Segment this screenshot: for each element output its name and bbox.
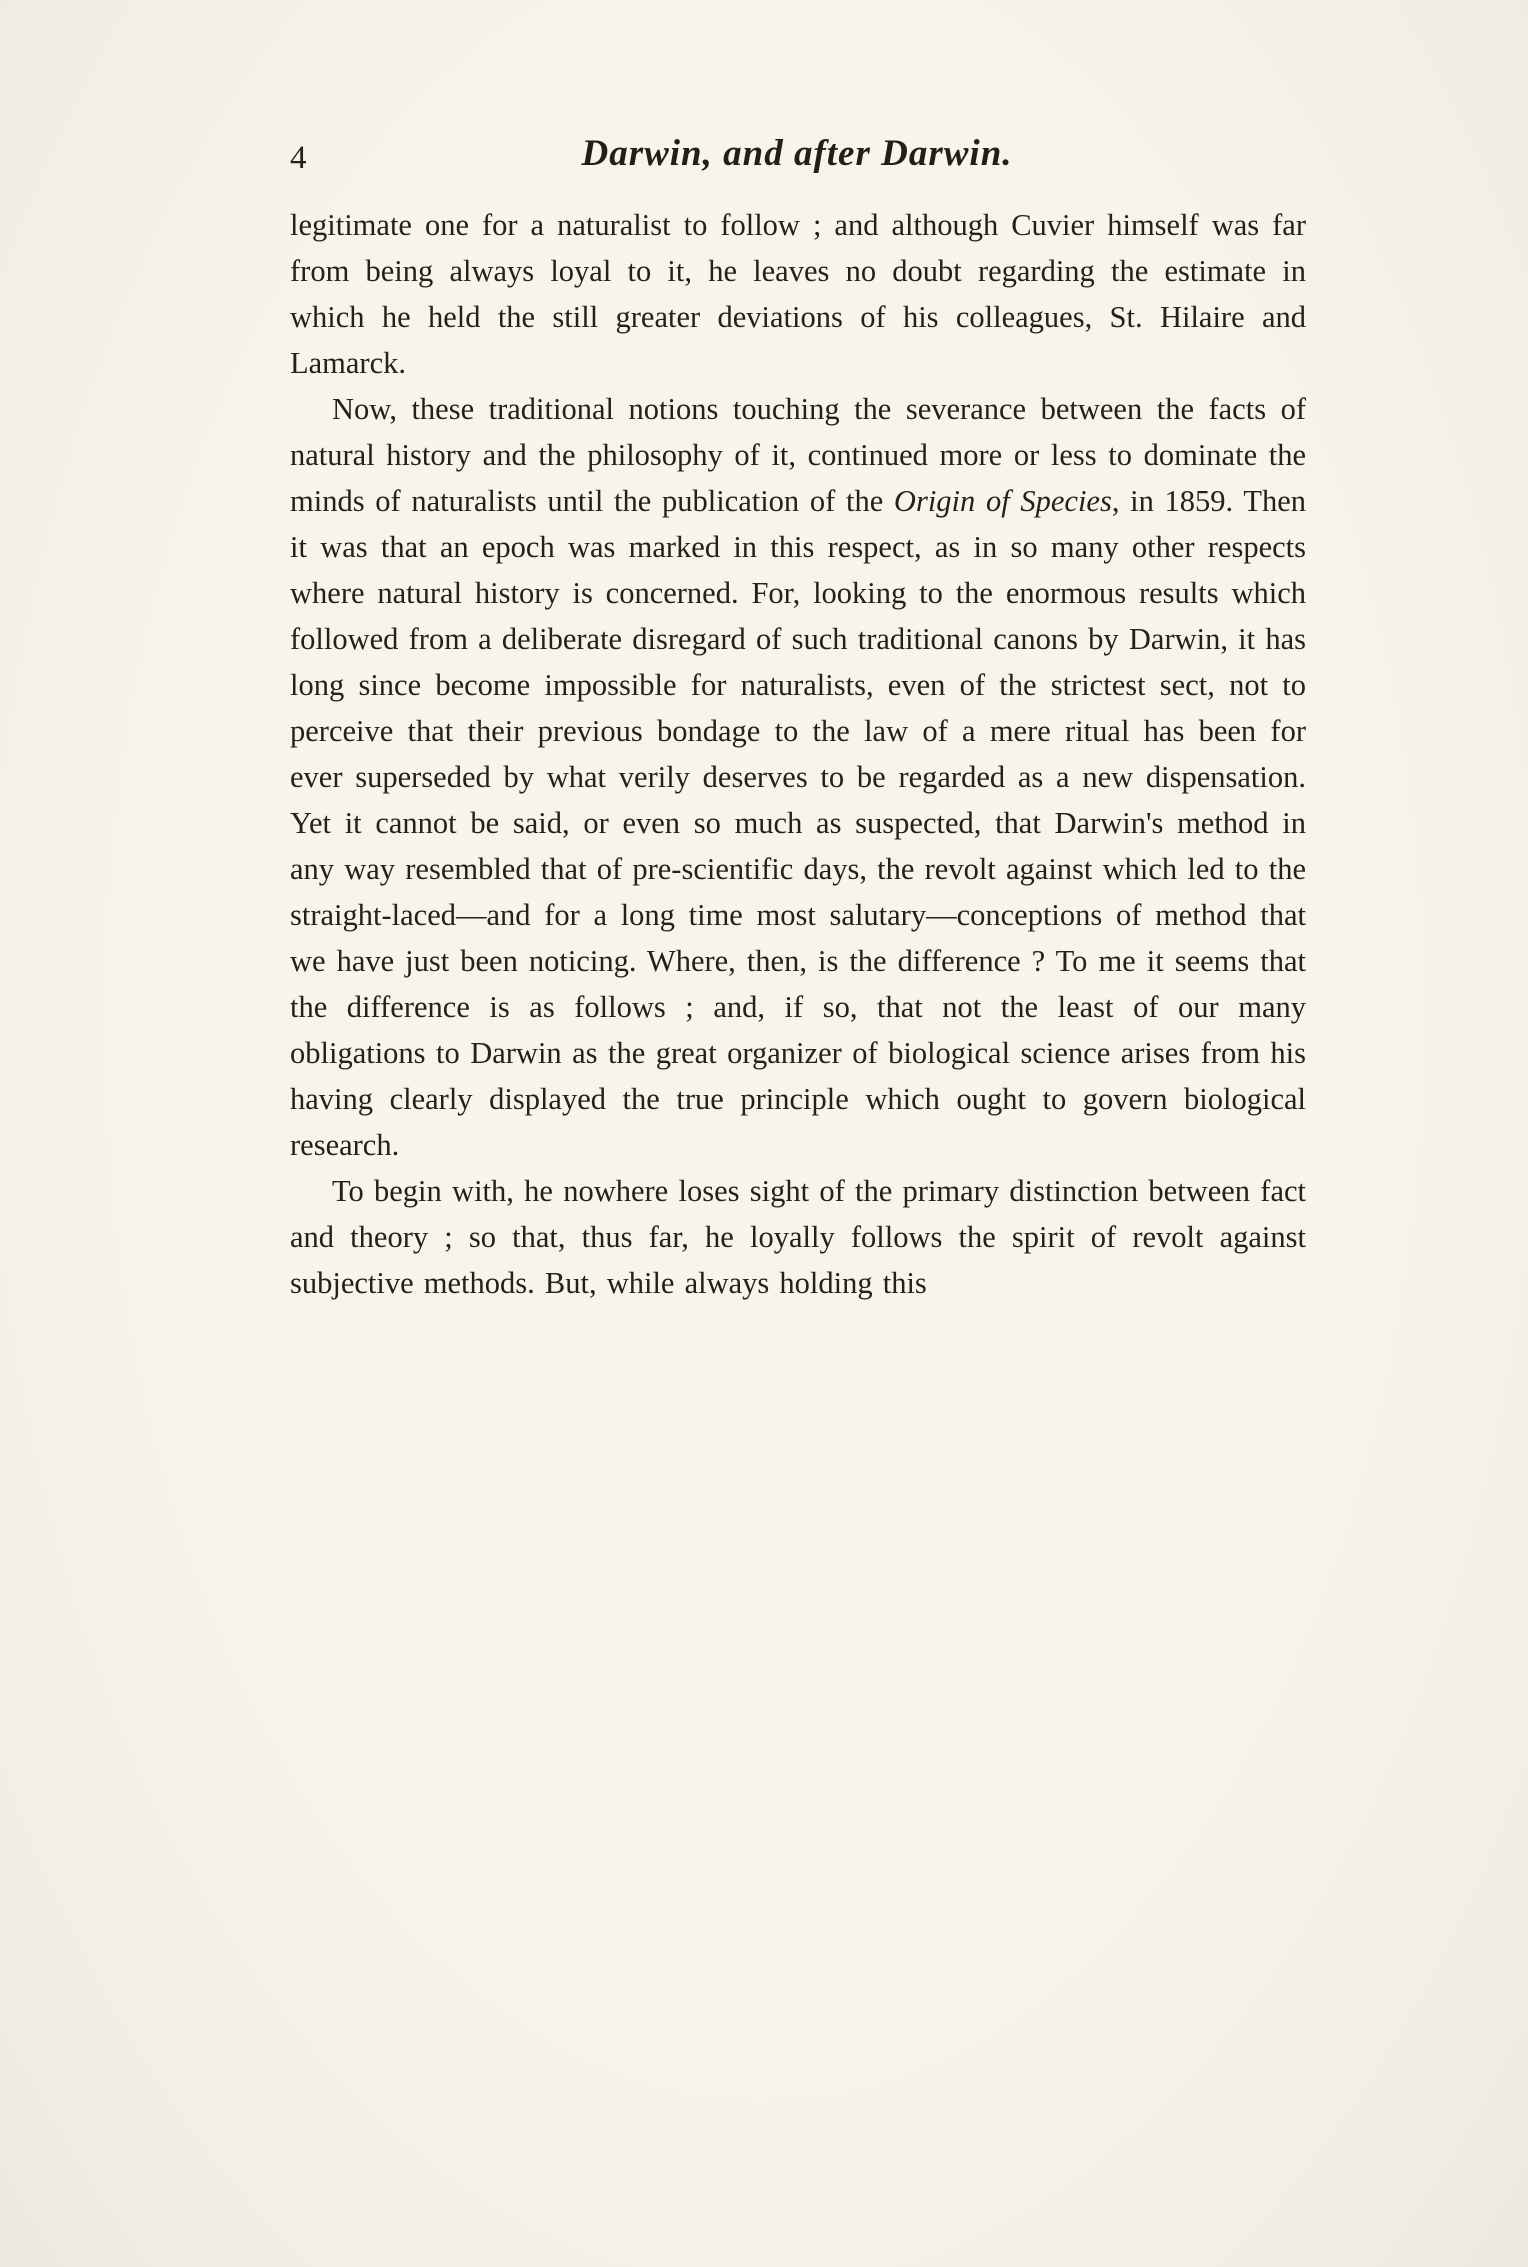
- page-number: 4: [290, 140, 308, 176]
- paragraph-text: legitimate one for a naturalist to follow ; and although Cuvier himself was far from being always loyal to it, he leaves no doubt regarding the estimate in which he held the still greater deviations of his colleagues, St. Hilaire and Lamarck.: [290, 208, 1306, 380]
- running-title: Darwin, and after Darwin.: [581, 133, 1013, 174]
- page-body: [290, 202, 1306, 1306]
- paragraph-text: To begin with, he nowhere loses sight of the primary distinction between fact and theory ; so that, thus far, he loyally follows the spirit of revolt against subjective methods. But, while always holding this: [290, 1174, 1306, 1300]
- paragraph: [290, 386, 1306, 1168]
- paragraph-text: , in 1859. Then it was that an epoch was marked in this respect, as in so many other respects where natural history is concerned. For, looking to the enormous results which followed from a deliberate disregard of such traditional canons by Darwin, it has long since become impossible for naturalists, even of the strictest sect, not to perceive that their previous bondage to the law of a mere ritual has been for ever superseded by what verily deserves to be regarded as a new dispensation. Yet it cannot be said, or even so much as suspected, that Darwin's method in any way resembled that of pre-scientific days, the revolt against which led to the straight-laced—and for a long time most salutary—conceptions of method that we have just been noticing. Where, then, is the difference ? To me it seems that the difference is as follows ; and, if so, that not the least of our many obligations to Darwin as the great organizer of biological science arises from his having clearly displayed the true principle which ought to govern biological research.: [290, 484, 1306, 1162]
- book-title-inline: Origin of Species: [893, 484, 1112, 518]
- paragraph-text: Now, these traditional notions touching the severance between the facts of natural history and the philosophy of it, continued more or less to dominate the minds of naturalists until the publication of the: [290, 392, 1306, 518]
- paragraph: [290, 202, 1306, 386]
- paragraph: [290, 1168, 1306, 1306]
- running-head: [288, 132, 1306, 188]
